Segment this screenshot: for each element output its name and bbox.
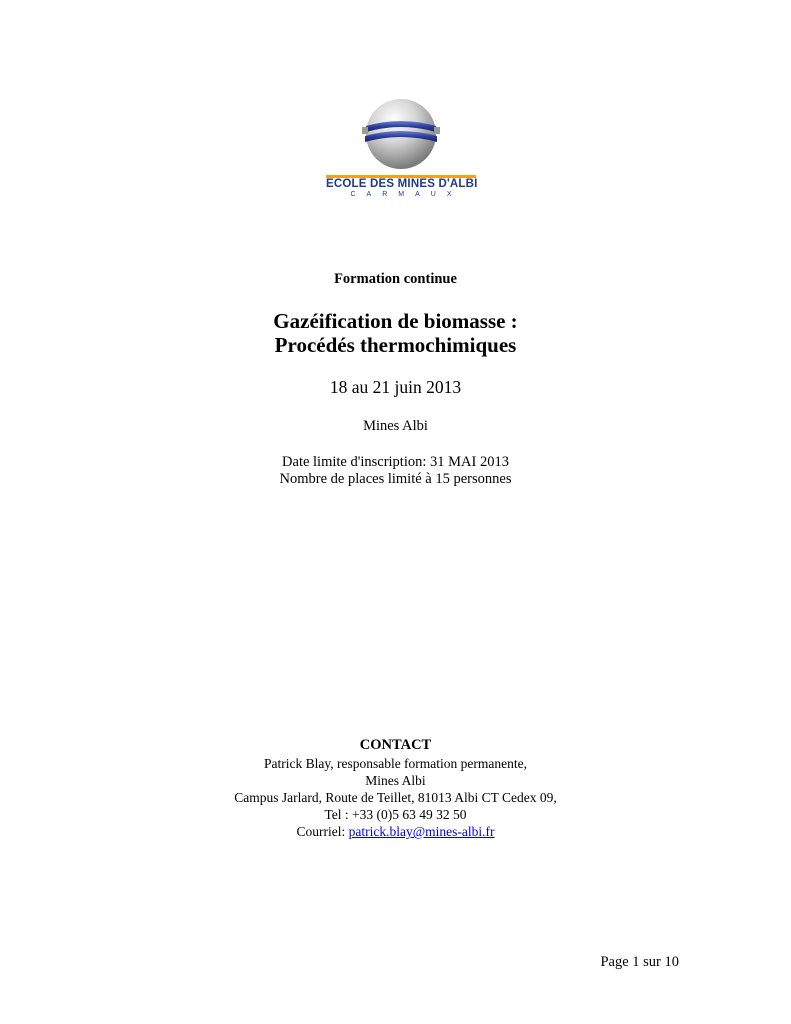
contact-block bbox=[0, 755, 791, 840]
page-number: Page 1 sur 10 bbox=[600, 954, 679, 970]
title-line-1: Gazéification de biomasse : bbox=[273, 309, 518, 333]
contact-name-line: Patrick Blay, responsable formation permanente, bbox=[263, 756, 528, 771]
contact-email-line bbox=[0, 823, 791, 840]
formation-label: Formation continue bbox=[334, 271, 457, 287]
school-logo-text bbox=[326, 178, 476, 198]
contact-organisation: Mines Albi bbox=[365, 773, 426, 788]
registration-deadline: Date limite d'inscription: 31 MAI 2013 bbox=[282, 454, 509, 470]
logo-school-subtitle: CARMAUX bbox=[350, 191, 463, 198]
email-link[interactable]: patrick.blay@mines-albi.fr bbox=[348, 824, 495, 839]
email-label: Courriel: bbox=[296, 824, 349, 839]
course-location: Mines Albi bbox=[363, 418, 428, 434]
contact-address: Campus Jarlard, Route de Teillet, 81013 Albi CT Cedex 09, bbox=[234, 790, 557, 805]
logo-school-name: ECOLE DES MINES D'ALBI bbox=[326, 178, 478, 190]
course-dates: 18 au 21 juin 2013 bbox=[329, 377, 462, 397]
title-line-2: Procédés thermochimiques bbox=[274, 333, 517, 357]
registration-info bbox=[0, 454, 791, 488]
contact-phone: Tel : +33 (0)5 63 49 32 50 bbox=[324, 807, 467, 822]
contact-heading: CONTACT bbox=[359, 737, 432, 753]
places-limit: Nombre de places limité à 15 personnes bbox=[279, 471, 512, 487]
document-title bbox=[0, 309, 791, 357]
